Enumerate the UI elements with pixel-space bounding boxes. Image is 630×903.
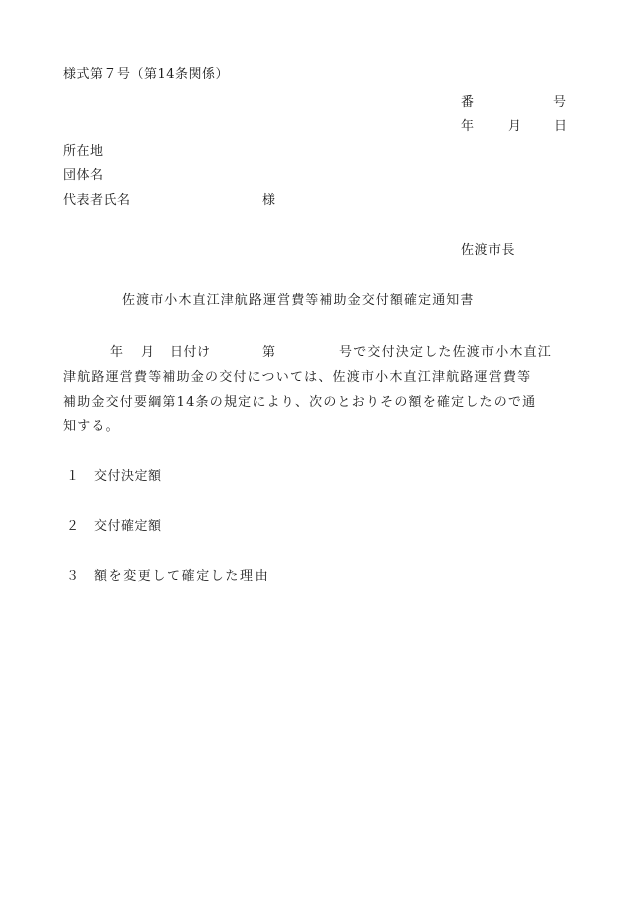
address-label: 所在地 <box>63 144 104 159</box>
item-2-number: ２ <box>66 519 80 534</box>
date-month: 月 <box>508 119 522 134</box>
body-tsuki: 月 <box>141 345 155 360</box>
body-dai: 第 <box>262 345 276 360</box>
item-3-number: ３ <box>66 569 80 584</box>
issuer-name: 佐渡市長 <box>461 243 516 258</box>
body-line2: 津航路運営費等補助金の交付については、佐渡市小木直江津航路運営費等 <box>63 370 532 385</box>
body-line1-rest: 号で交付決定した佐渡市小木直江 <box>339 345 553 360</box>
item-1-number: １ <box>66 469 80 484</box>
body-nen: 年 <box>110 345 124 360</box>
number-go: 号 <box>553 95 567 110</box>
document-title: 佐渡市小木直江津航路運営費等補助金交付額確定通知書 <box>122 293 475 308</box>
date-year: 年 <box>461 119 475 134</box>
rep-label: 代表者氏名 <box>63 193 131 208</box>
item-3-label: 額を変更して確定した理由 <box>94 569 270 584</box>
body-line4: 知する。 <box>63 419 120 434</box>
body-line3: 補助金交付要綱第14条の規定により、次のとおりその額を確定したので通 <box>63 395 537 410</box>
form-label: 様式第７号（第14条関係） <box>63 67 230 82</box>
date-day: 日 <box>554 119 568 134</box>
org-label: 団体名 <box>63 168 104 183</box>
honorific: 様 <box>262 193 276 208</box>
body-hizuke: 日付け <box>170 345 211 360</box>
item-2-label: 交付確定額 <box>94 519 162 534</box>
number-ban: 番 <box>461 95 475 110</box>
item-1-label: 交付決定額 <box>94 469 162 484</box>
